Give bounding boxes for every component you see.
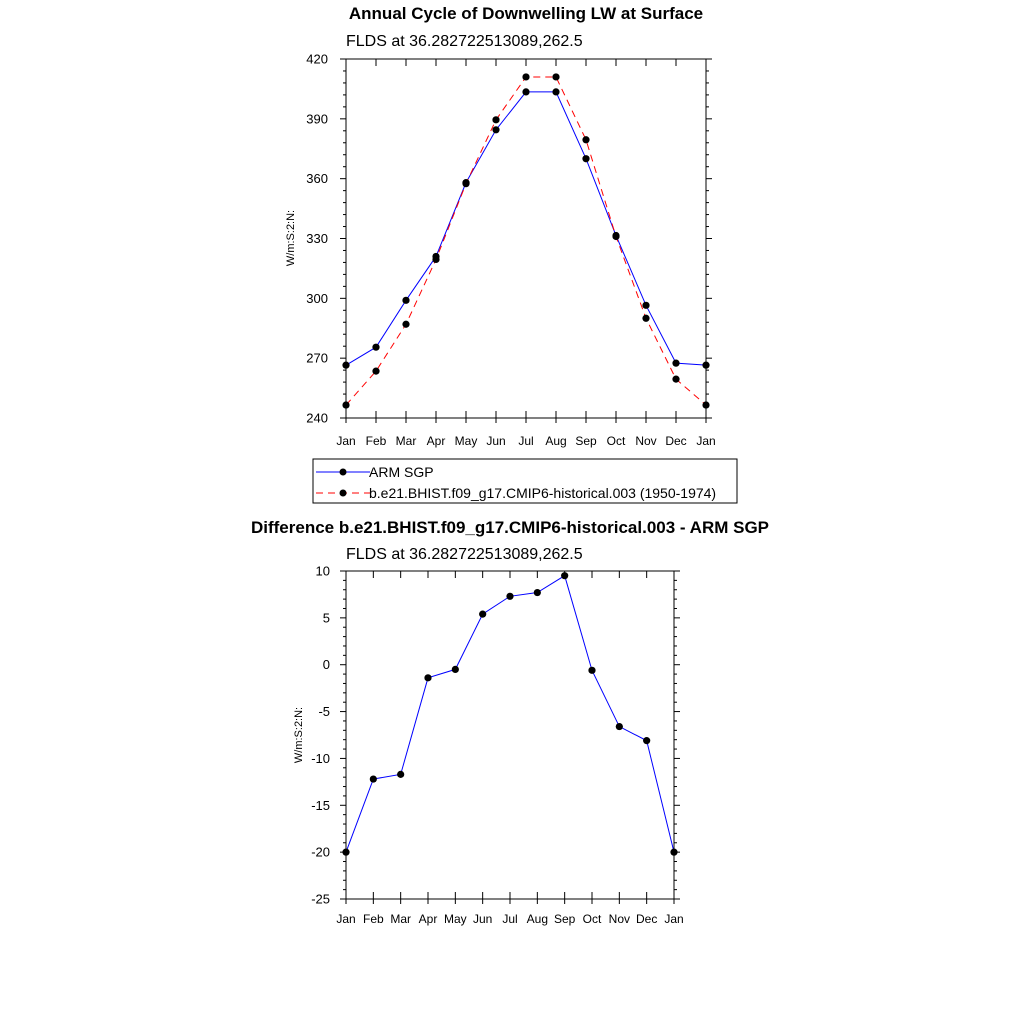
- legend: [313, 459, 737, 503]
- legend-label-model: b.e21.BHIST.f09_g17.CMIP6-historical.003 (1950-1974): [369, 485, 717, 501]
- x-tick-label: Oct: [582, 912, 602, 926]
- data-point: [612, 233, 619, 240]
- chart-subtitle: FLDS at 36.282722513089,262.5: [346, 33, 583, 50]
- series-line-1: [346, 77, 706, 405]
- data-point: [342, 401, 349, 408]
- data-point: [534, 589, 541, 596]
- series-lines: [346, 576, 674, 852]
- data-point: [672, 376, 679, 383]
- data-point: [479, 611, 486, 618]
- x-tick-label: Oct: [606, 434, 626, 448]
- chart-difference: [251, 518, 769, 926]
- series-line-0: [346, 92, 706, 365]
- y-tick-label: 300: [306, 290, 328, 306]
- data-point: [643, 737, 650, 744]
- legend-marker-model: [340, 490, 347, 497]
- x-tick-label: Apr: [426, 434, 446, 448]
- x-tick-label: Apr: [418, 912, 438, 926]
- data-point: [522, 88, 529, 95]
- x-tick-label: Sep: [575, 434, 597, 448]
- x-tick-label: Jun: [472, 912, 493, 926]
- x-tick-label: May: [454, 434, 478, 448]
- x-tick-label: May: [443, 912, 467, 926]
- x-tick-label: Jan: [336, 912, 356, 926]
- y-tick-label: 240: [306, 410, 328, 426]
- data-point: [670, 849, 677, 856]
- data-point: [642, 315, 649, 322]
- x-tick-label: Dec: [665, 434, 687, 448]
- series-markers: [342, 73, 709, 408]
- x-tick-label: Jan: [336, 434, 356, 448]
- data-point: [702, 362, 709, 369]
- x-tick-label: Mar: [390, 912, 412, 926]
- x-tick-label: Sep: [553, 912, 576, 926]
- x-tick-label: Dec: [635, 912, 658, 926]
- data-point: [582, 136, 589, 143]
- x-tick-label: Feb: [362, 912, 384, 926]
- data-point: [552, 88, 559, 95]
- chart-title: Difference b.e21.BHIST.f09_g17.CMIP6-historical.003 - ARM SGP: [250, 518, 770, 537]
- x-tick-label: Jun: [486, 434, 506, 448]
- series-line-0: [346, 576, 674, 852]
- data-point: [582, 155, 589, 162]
- data-point: [402, 321, 409, 328]
- y-tick-label: -25: [311, 891, 330, 907]
- x-tick-label: Aug: [545, 434, 567, 448]
- data-point: [672, 360, 679, 367]
- x-tick-label: Jan: [664, 912, 684, 926]
- x-tick-label: Jan: [696, 434, 716, 448]
- data-point: [372, 344, 379, 351]
- y-tick-label: -10: [311, 750, 330, 766]
- series-lines: [346, 77, 706, 405]
- y-tick-label: 330: [306, 231, 328, 246]
- chart-subtitle: FLDS at 36.282722513089,262.5: [346, 546, 583, 563]
- data-point: [432, 256, 439, 263]
- x-tick-label: Nov: [608, 912, 631, 926]
- data-point: [588, 667, 595, 674]
- data-point: [561, 572, 568, 579]
- x-tick-label: Mar: [395, 434, 417, 448]
- y-tick-label: 360: [306, 171, 328, 187]
- plot-frame: [346, 59, 706, 418]
- y-tick-label: 0: [322, 657, 330, 673]
- x-tick-label: Jul: [518, 434, 534, 448]
- y-tick-label: 270: [306, 350, 328, 366]
- data-point: [462, 180, 469, 187]
- data-point: [397, 771, 404, 778]
- x-tick-label: Aug: [526, 912, 549, 926]
- x-tick-label: Jul: [502, 912, 518, 926]
- y-tick-label: -20: [311, 844, 330, 860]
- y-tick-label: 5: [322, 610, 330, 626]
- data-point: [492, 116, 499, 123]
- legend-label-arm: ARM SGP: [369, 464, 434, 480]
- data-point: [492, 126, 499, 133]
- data-point: [372, 368, 379, 375]
- data-point: [452, 666, 459, 673]
- series-markers: [342, 572, 677, 856]
- x-tick-label: Nov: [635, 434, 657, 448]
- data-point: [370, 775, 377, 782]
- data-point: [424, 674, 431, 681]
- y-axis-label: W/m:S:2:N:: [293, 706, 305, 764]
- legend-marker-arm: [340, 469, 347, 476]
- y-tick-label: -15: [311, 797, 330, 813]
- data-point: [402, 297, 409, 304]
- plot-frame: [346, 571, 674, 899]
- data-point: [642, 302, 649, 309]
- data-point: [702, 401, 709, 408]
- chart-annual-cycle: [285, 4, 716, 448]
- chart-title: Annual Cycle of Downwelling LW at Surface: [348, 4, 704, 23]
- data-point: [342, 362, 349, 369]
- data-point: [552, 73, 559, 80]
- data-point: [506, 593, 513, 600]
- y-tick-label: 420: [306, 51, 328, 67]
- data-point: [522, 73, 529, 80]
- data-point: [342, 849, 349, 856]
- data-point: [616, 723, 623, 730]
- y-tick-label: 10: [315, 563, 330, 579]
- y-tick-label: -5: [318, 704, 330, 720]
- x-tick-label: Feb: [365, 434, 387, 448]
- y-tick-label: 390: [306, 111, 328, 127]
- y-axis-label: W/m:S:2:N:: [285, 209, 297, 267]
- axis-ticks: [311, 564, 683, 927]
